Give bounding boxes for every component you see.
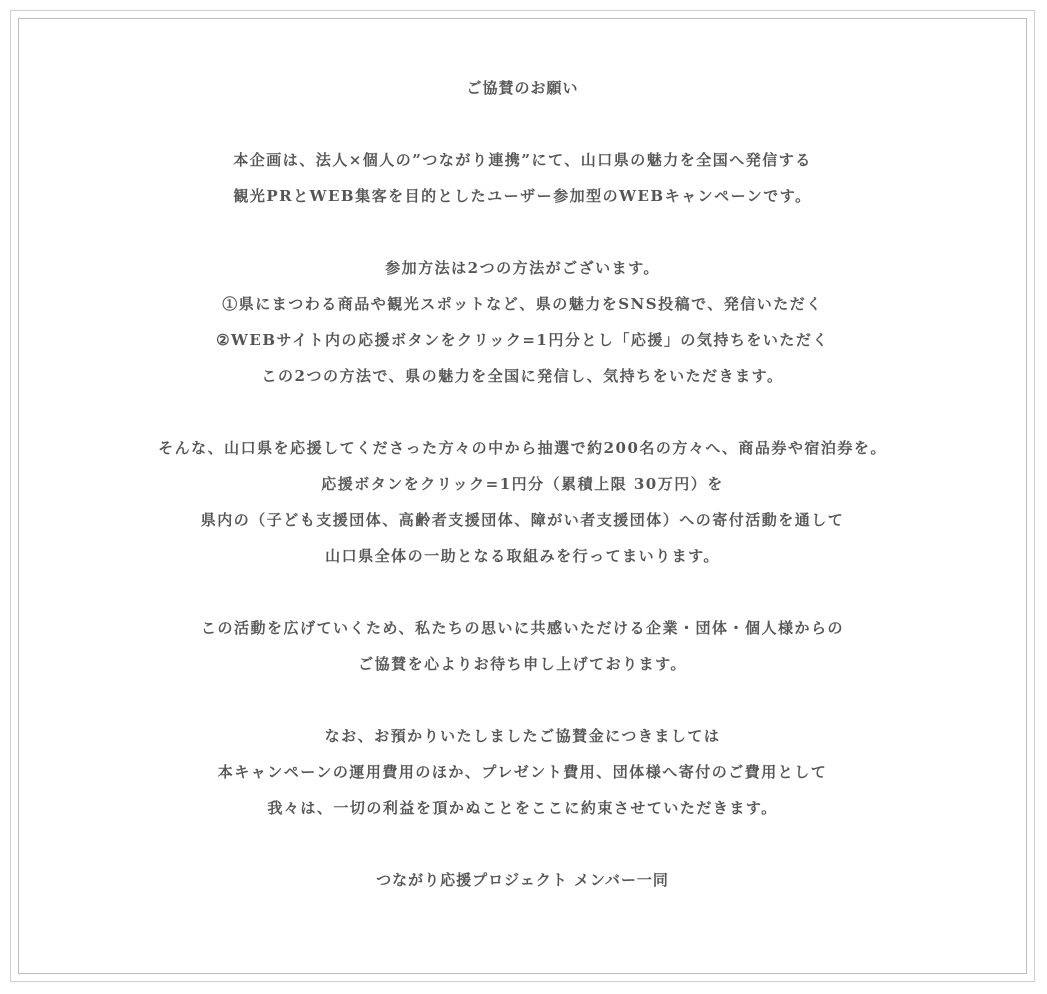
text-line: ①県にまつわる商品や観光スポットなど、県の魅力をSNS投稿で、発信いただく (222, 295, 823, 313)
signature: つながり応援プロジェクト メンバー一同 (376, 871, 669, 889)
page-title: ご協賛のお願い (466, 79, 579, 97)
text-line: 本企画は、法人×個人の”つながり連携”にて、山口県の魅力を全国へ発信する (233, 151, 812, 169)
text-line: ご協賛を心よりお待ち申し上げております。 (358, 655, 687, 673)
text-line: 観光PRとWEB集客を目的としたユーザー参加型のWEBキャンペーンです。 (233, 187, 812, 205)
text-line: そんな、山口県を応援してくださった方々の中から抽選で約200名の方々へ、商品券や宿泊券を。 (158, 439, 887, 457)
sponsorship-letter (18, 70, 1027, 898)
text-line: ②WEBサイト内の応援ボタンをクリック=1円分とし「応援」の気持ちをいただく (216, 331, 829, 349)
text-line: 県内の（子ども支援団体、高齢者支援団体、障がい者支援団体）への寄付活動を通して (200, 511, 845, 529)
paragraph-intro (18, 142, 1027, 214)
text-line: 我々は、一切の利益を頂かぬことをここに約束させていただきます。 (267, 799, 778, 817)
text-line: なお、お預かりいたしましたご協賛金につきましては (324, 727, 721, 745)
text-line: 参加方法は2つの方法がございます。 (385, 259, 660, 277)
paragraph-request (18, 610, 1027, 682)
paragraph-pledge (18, 718, 1027, 826)
text-line: 本キャンペーンの運用費用のほか、プレゼント費用、団体様へ寄付のご費用として (217, 763, 828, 781)
paragraph-rewards (18, 430, 1027, 574)
text-line: この活動を広げていくため、私たちの思いに共感いただける企業・団体・個人様からの (201, 619, 844, 637)
text-line: この2つの方法で、県の魅力を全国に発信し、気持ちをいただきます。 (261, 367, 784, 385)
paragraph-participation (18, 250, 1027, 394)
text-line: 応援ボタンをクリック=1円分（累積上限 30万円）を (321, 475, 724, 493)
text-line: 山口県全体の一助となる取組みを行ってまいります。 (325, 547, 720, 565)
